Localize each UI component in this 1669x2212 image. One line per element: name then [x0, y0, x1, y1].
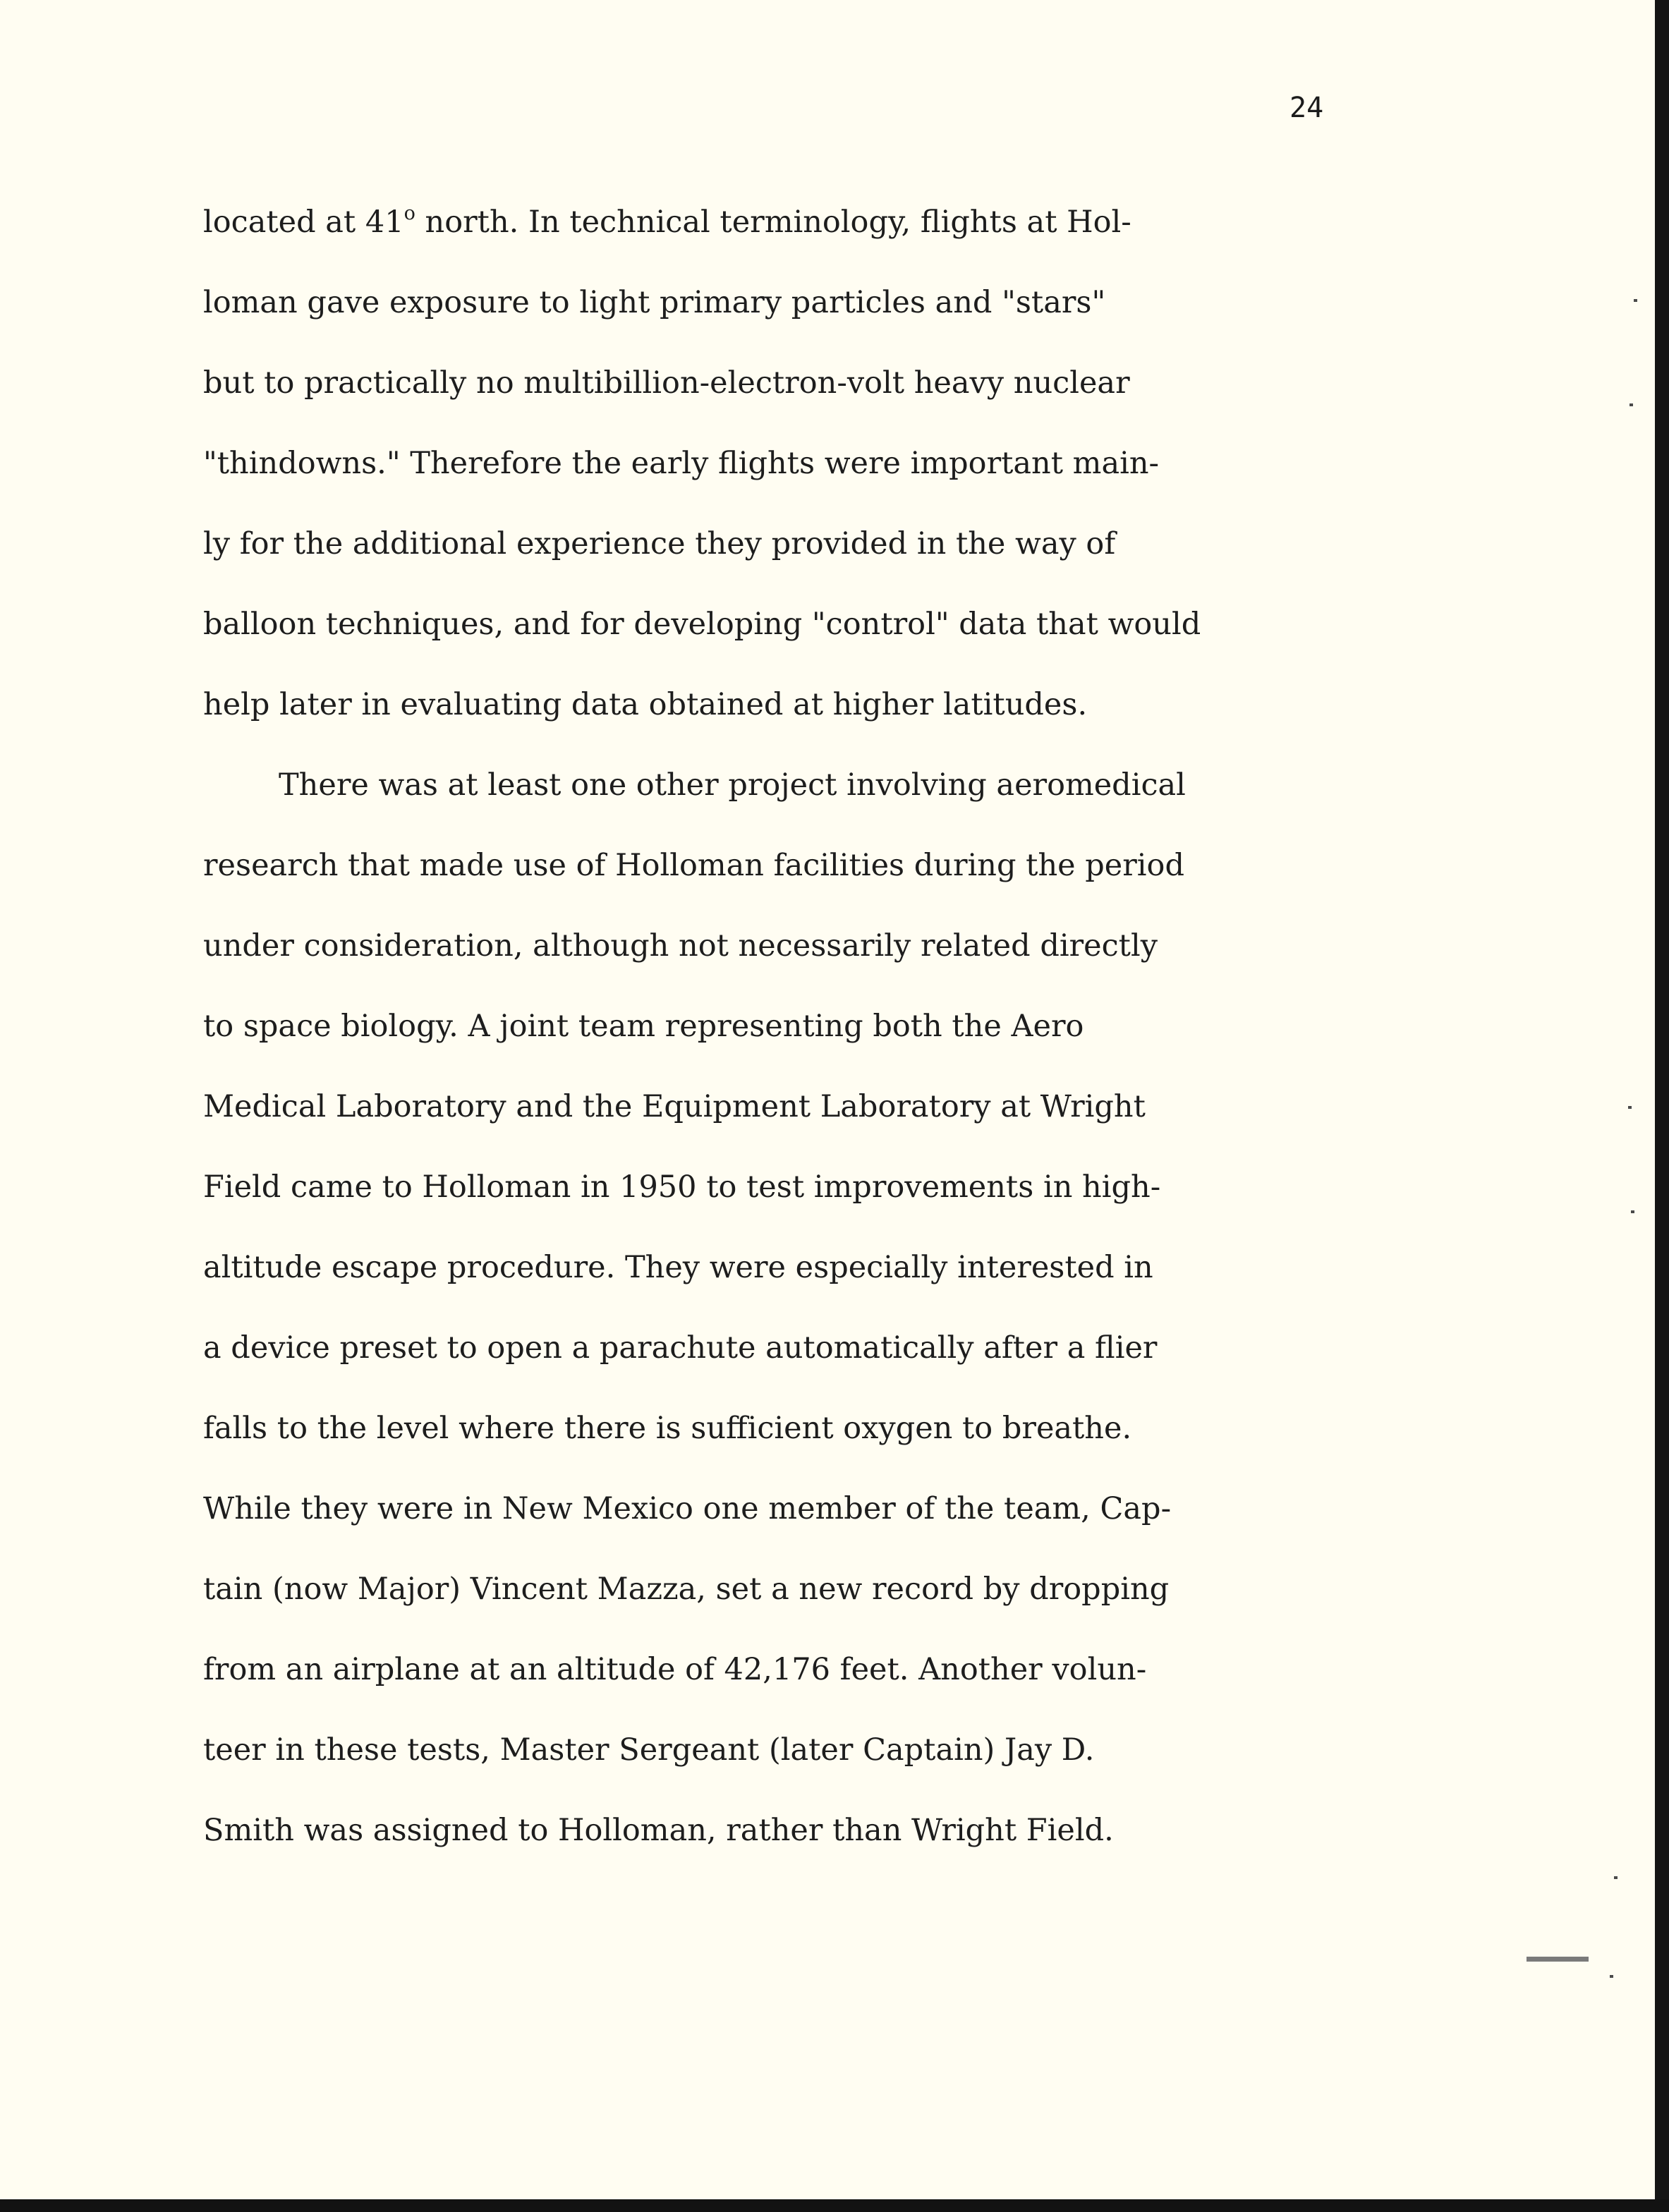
text-line: "thindowns." Therefore the early flights were important main- — [203, 446, 1160, 481]
text-line: While they were in New Mexico one member of the team, Cap- — [203, 1491, 1172, 1526]
page-number: 24 — [1289, 92, 1324, 124]
text-line: falls to the level where there is sufficient oxygen to breathe. — [203, 1411, 1132, 1446]
text-line: Field came to Holloman in 1950 to test improvements in high- — [203, 1169, 1161, 1205]
text-line — [203, 182, 1330, 262]
text-line: loman gave exposure to light primary particles and "stars" — [203, 285, 1106, 320]
text-line: help later in evaluating data obtained at higher latitudes. — [203, 687, 1088, 722]
text-line: altitude escape procedure. They were especially interested in — [203, 1250, 1153, 1285]
text-line: from an airplane at an altitude of 42,176 feet. Another volun- — [203, 1652, 1147, 1687]
scan-mark — [1614, 1876, 1618, 1879]
text-line: Medical Laboratory and the Equipment Laboratory at Wright — [203, 1089, 1146, 1124]
text-line: balloon techniques, and for developing "control" data that would — [203, 607, 1201, 642]
scan-mark — [1610, 1975, 1613, 1978]
text-line: a device preset to open a parachute automatically after a flier — [203, 1330, 1158, 1366]
text-line: research that made use of Holloman facilities during the period — [203, 848, 1184, 883]
text-line: to space biology. A joint team representing both the Aero — [203, 1009, 1084, 1044]
scan-mark — [1527, 1957, 1589, 1962]
text-line: under consideration, although not necessarily related directly — [203, 928, 1158, 964]
text-line: tain (now Major) Vincent Mazza, set a new record by dropping — [203, 1572, 1170, 1607]
scan-edge-bottom — [0, 2199, 1669, 2212]
scan-edge-right — [1655, 0, 1669, 2212]
scan-mark — [1629, 403, 1633, 406]
text-line: Smith was assigned to Holloman, rather than Wright Field. — [203, 1813, 1114, 1848]
text-line: ly for the additional experience they provided in the way of — [203, 526, 1116, 561]
body-text — [203, 182, 1330, 1871]
text-line-segment: located at 41$^o$ north. In technical terminology, flights at Hol- — [203, 202, 1131, 240]
scan-mark — [1631, 1210, 1634, 1213]
scan-mark — [1628, 1106, 1632, 1109]
text-line: There was at least one other project involving aeromedical — [279, 767, 1186, 803]
text-line: teer in these tests, Master Sergeant (later Captain) Jay D. — [203, 1732, 1095, 1768]
scan-mark — [1634, 299, 1637, 302]
text-line: but to practically no multibillion-electron-volt heavy nuclear — [203, 365, 1130, 401]
degree-superscript: o — [403, 202, 415, 224]
